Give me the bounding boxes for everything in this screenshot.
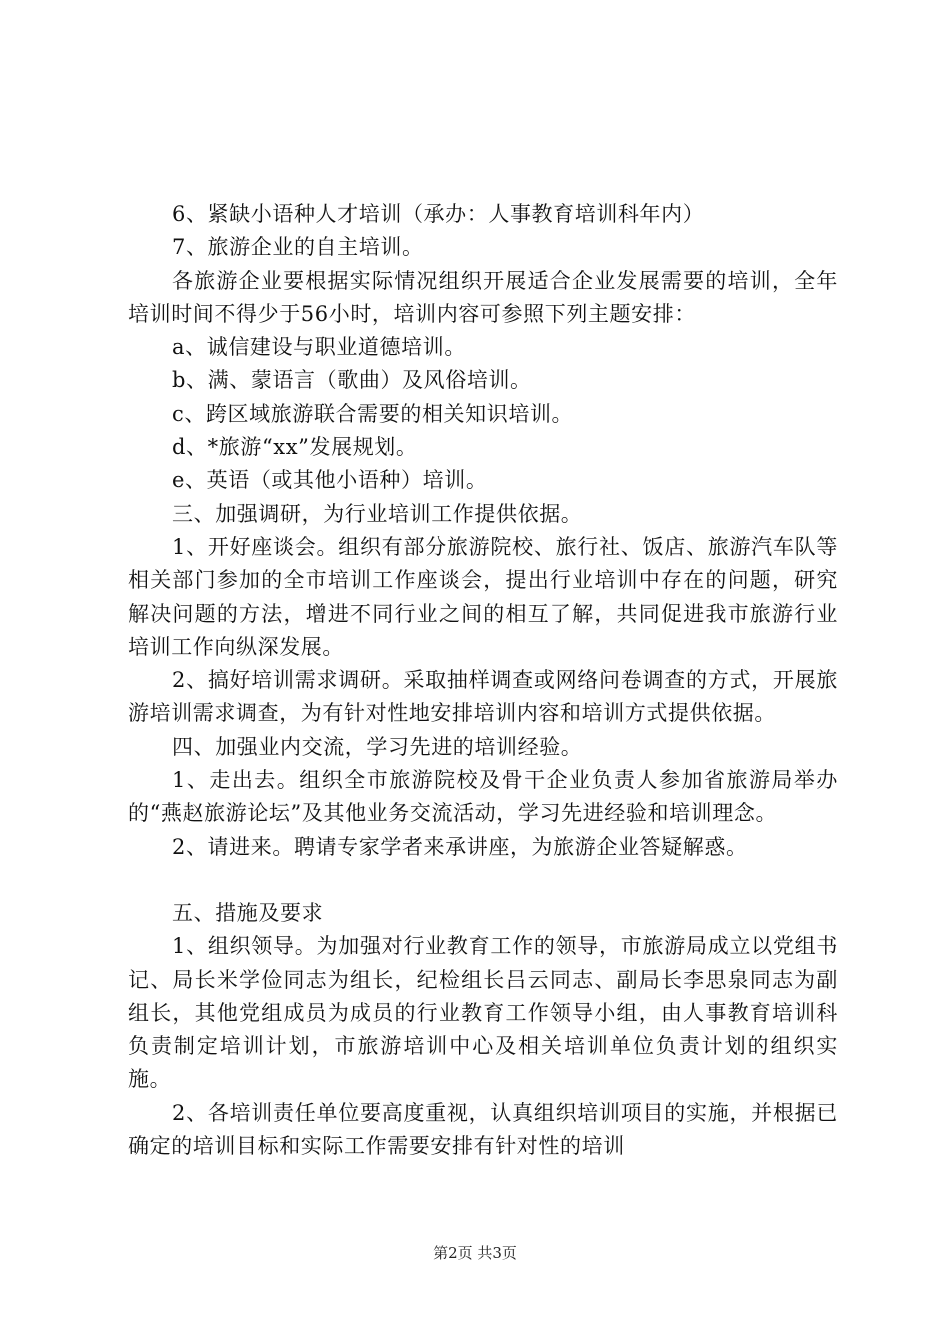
paragraph-go-out: 1、走出去。组织全市旅游院校及骨干企业负责人参加省旅游局举办的“燕赵旅游论坛”及其他业务交流活动，学习先进经验和培训理念。 xyxy=(128,768,838,826)
paragraph-leadership: 1、组织领导。为加强对行业教育工作的领导，市旅游局成立以党组书记、局长米学俭同志为组长，纪检组长吕云同志、副局长李思泉同志为副组长，其他党组成员为成员的行业教育工作领导小组，由人事教育培训科负责制定培训计划，市旅游培训中心及相关培训单位负责计划的组织实施。 xyxy=(128,934,838,1092)
topic-item-b: b、满、蒙语言（歌曲）及风俗培训。 xyxy=(172,368,532,393)
paragraph-item-6: 6、紧缺小语种人才培训（承办：人事教育培训科年内） xyxy=(172,202,705,226)
topic-item-e: e、英语（或其他小语种）培训。 xyxy=(172,468,488,493)
paragraph-responsibility: 2、各培训责任单位要高度重视，认真组织培训项目的实施，并根据已确定的培训目标和实际工作需要安排有针对性的培训 xyxy=(128,1100,838,1159)
page-footer: 第2页 共3页 xyxy=(433,1244,517,1262)
paragraph-enterprise-training: 各旅游企业要根据实际情况组织开展适合企业发展需要的培训，全年培训时间不得少于56小时，培训内容可参照下列主题安排： xyxy=(128,268,838,326)
section-heading-3: 三、加强调研，为行业培训工作提供依据。 xyxy=(172,501,583,526)
paragraph-invite-in: 2、请进来。聘请专家学者来承讲座，为旅游企业答疑解惑。 xyxy=(172,834,748,859)
paragraph-symposium: 1、开好座谈会。组织有部分旅游院校、旅行社、饭店、旅游汽车队等相关部门参加的全市培训工作座谈会，提出行业培训中存在的问题，研究解决问题的方法，增进不同行业之间的相互了解，共同促进我市旅游行业培训工作向纵深发展。 xyxy=(128,534,838,659)
topic-item-c: c、跨区域旅游联合需要的相关知识培训。 xyxy=(172,401,574,426)
section-heading-5: 五、措施及要求 xyxy=(172,900,324,925)
document-body xyxy=(128,198,838,1163)
section-heading-4: 四、加强业内交流，学习先进的培训经验。 xyxy=(172,734,583,759)
topic-item-a: a、诚信建设与职业道德培训。 xyxy=(172,335,466,360)
paragraph-needs-survey: 2、搞好培训需求调研。采取抽样调查或网络问卷调查的方式，开展旅游培训需求调查，为有针对性地安排培训内容和培训方式提供依据。 xyxy=(128,668,838,726)
paragraph-spacer xyxy=(128,864,838,897)
paragraph-item-7: 7、旅游企业的自主培训。 xyxy=(172,235,424,260)
topic-item-d: d、*旅游“xx”发展规划。 xyxy=(172,435,418,460)
